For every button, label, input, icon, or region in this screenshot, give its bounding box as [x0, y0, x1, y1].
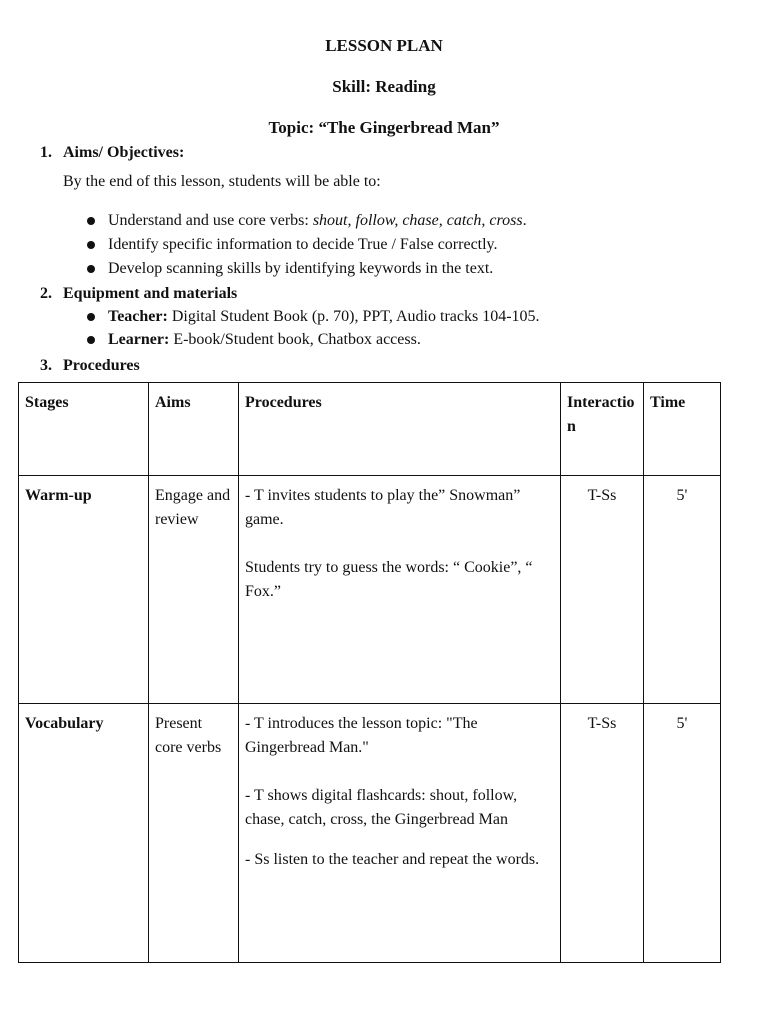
section-2-title: Equipment and materials	[63, 285, 238, 302]
table-row	[19, 476, 721, 704]
section-1-number: 1.	[40, 144, 52, 161]
materials-learner: Learner: E-book/Student book, Chatbox access.	[108, 331, 421, 348]
procedure-step: - T invites students to play the” Snowman” game.	[245, 487, 521, 528]
aims-cell: Engage and review	[149, 476, 239, 704]
interaction-cell: T-Ss	[561, 476, 644, 704]
stage-cell: Vocabulary	[19, 704, 149, 963]
procedure-step: Students try to guess the words: “ Cookie”, “ Fox.”	[245, 559, 533, 600]
topic-heading: Topic: “The Gingerbread Man”	[268, 118, 500, 137]
table-header-row	[19, 383, 721, 476]
header-stages: Stages	[19, 383, 149, 476]
header-aims: Aims	[149, 383, 239, 476]
header-procedures: Procedures	[239, 383, 561, 476]
bullet-icon	[87, 313, 95, 321]
bullet-icon	[87, 265, 95, 273]
objective-2: Identify specific information to decide True / False correctly.	[108, 236, 498, 253]
bullet-icon	[87, 217, 95, 225]
header-interaction: Interaction	[561, 383, 644, 476]
objective-3: Develop scanning skills by identifying keywords in the text.	[108, 260, 494, 277]
bullet-icon	[87, 241, 95, 249]
aims-cell: Present core verbs	[149, 704, 239, 963]
section-3-title: Procedures	[63, 357, 140, 374]
stage-cell: Warm-up	[19, 476, 149, 704]
skill-heading: Skill: Reading	[332, 77, 436, 96]
section-1-title: Aims/ Objectives:	[63, 144, 185, 161]
bullet-icon	[87, 336, 95, 344]
interaction-cell: T-Ss	[561, 704, 644, 963]
section-2-number: 2.	[40, 285, 52, 302]
objective-1: Understand and use core verbs: shout, follow, chase, catch, cross.	[108, 212, 527, 229]
procedure-step: - Ss listen to the teacher and repeat the words.	[245, 851, 540, 868]
page-title: LESSON PLAN	[325, 36, 443, 55]
materials-teacher: Teacher: Digital Student Book (p. 70), PPT, Audio tracks 104-105.	[108, 308, 540, 325]
section-3-number: 3.	[40, 357, 52, 374]
header-time: Time	[644, 383, 721, 476]
procedure-step: - T shows digital flashcards: shout, follow, chase, catch, cross, the Gingerbread Man	[245, 787, 518, 828]
table-row	[19, 704, 721, 963]
procedure-step: - T introduces the lesson topic: "The Gingerbread Man."	[245, 715, 478, 756]
section-1-intro: By the end of this lesson, students will be able to:	[63, 173, 381, 190]
procedures-cell	[239, 704, 561, 963]
procedures-table	[18, 382, 721, 963]
procedures-cell	[239, 476, 561, 704]
time-cell: 5'	[644, 704, 721, 963]
time-cell: 5'	[644, 476, 721, 704]
